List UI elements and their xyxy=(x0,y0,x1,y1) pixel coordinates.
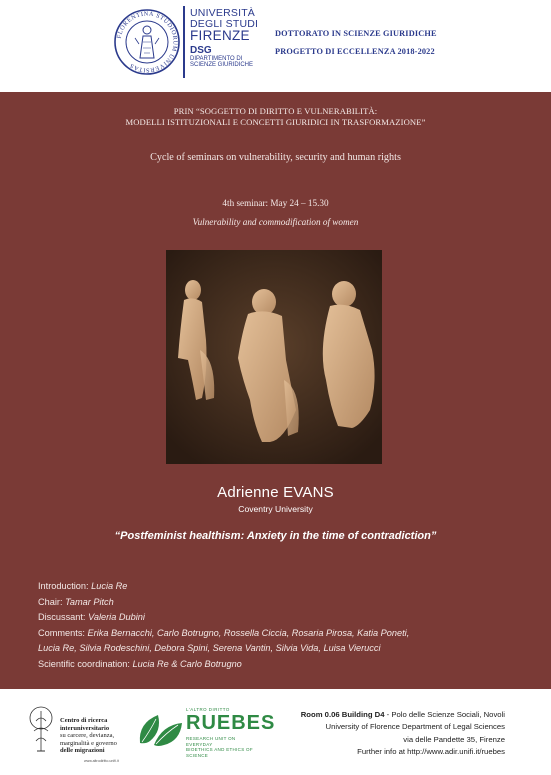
ruebes-tagline-1: RESEARCH UNIT ON EVERYDAY xyxy=(186,736,236,747)
talk-title: “Postfeminist healthism: Anxiety in the time of contradiction” xyxy=(114,530,437,542)
adir-line-5: delle migrazioni xyxy=(60,747,105,755)
venue-line-3: via delle Pandette 35, Firenze xyxy=(403,734,505,744)
ruebes-logo xyxy=(136,707,276,758)
university-wordmark xyxy=(190,8,258,69)
comments-line xyxy=(38,626,518,642)
prin-line-2: MODELLI ISTITUZIONALI E CONCETTI GIURIDICI IN TRASFORMAZIONE” xyxy=(125,117,426,127)
introduction-label: Introduction: xyxy=(38,581,89,591)
venue-line-1 xyxy=(301,709,505,721)
credits xyxy=(38,579,518,673)
terracotta-figurines-photo xyxy=(166,250,382,464)
seminar-cycle-title: Cycle of seminars on vulnerability, security and human rights xyxy=(150,152,401,163)
chair-line xyxy=(38,595,518,611)
university-seal-logo xyxy=(113,6,181,78)
coordination-line xyxy=(38,657,518,673)
logo-divider xyxy=(183,6,185,78)
university-line-1: UNIVERSITÀ xyxy=(190,7,256,19)
prin-title xyxy=(0,106,551,128)
department-line-1: DIPARTIMENTO DI xyxy=(190,55,243,62)
university-line-3: FIRENZE xyxy=(190,28,250,43)
adir-description xyxy=(60,717,117,755)
venue-info-link[interactable]: Further info at http://www.adir.unifi.it/ruebes xyxy=(357,746,505,756)
ruebes-tagline-2: BIOETHICS AND ETHICS OF SCIENCE xyxy=(186,747,253,758)
excellence-project-title: PROGETTO DI ECCELLENZA 2018-2022 xyxy=(275,47,435,57)
comments-names-2: Lucia Re, Silvia Rodeschini, Debora Spini, Serena Vantin, Silvia Vida, Luisa Vierucci xyxy=(38,643,381,654)
doctorate-title: DOTTORATO IN SCIENZE GIURIDICHE xyxy=(275,29,437,38)
chair-name: Tamar Pitch xyxy=(65,596,114,607)
svg-text:FLORENTINA STUDIORUM UNIVERSIT: FLORENTINA STUDIORUM UNIVERSITAS xyxy=(115,10,179,74)
prin-line-1: PRIN “SOGGETTO DI DIRITTO E VULNERABILITÀ: xyxy=(173,106,378,116)
footer xyxy=(0,689,551,775)
speaker-name: Adrienne EVANS xyxy=(217,484,334,501)
adir-line-4: marginalità e governo xyxy=(60,739,117,747)
discussant-name: Valeria Dubini xyxy=(88,612,145,623)
venue-room: Room 0.06 xyxy=(300,710,340,719)
adir-line-2: interuniversitario xyxy=(60,724,110,732)
ruebes-parent: L'ALTRO DIRITTO xyxy=(186,707,230,712)
department-line-2: SCIENZE GIURIDICHE xyxy=(190,62,254,69)
header-programme xyxy=(275,30,437,67)
coordination-label: Scientific coordination: xyxy=(38,658,130,669)
venue-line-2: University of Florence Department of Legal Sciences xyxy=(325,722,505,732)
university-line-2: DEGLI STUDI xyxy=(190,17,259,30)
ruebes-tagline xyxy=(186,736,256,758)
coordination-names: Lucia Re & Carlo Botrugno xyxy=(132,658,242,669)
adir-logo xyxy=(20,701,120,763)
seminar-date: 4th seminar: May 24 – 15.30 xyxy=(222,198,329,208)
event-panel xyxy=(0,92,551,689)
department-abbreviation: DSG xyxy=(190,44,212,56)
venue-location: - Polo delle Scienze Sociali, Novoli xyxy=(384,710,505,719)
adir-emblem-icon xyxy=(28,705,54,757)
header xyxy=(0,0,551,92)
venue-building: Building D4 xyxy=(341,710,385,719)
introduction-line xyxy=(38,579,518,595)
comments-names-1: Erika Bernacchi, Carlo Botrugno, Rossella Ciccia, Rosaria Pirosa, Katia Poneti, xyxy=(87,627,410,638)
leaf-icon xyxy=(136,709,184,749)
discussant-label: Discussant: xyxy=(38,612,86,623)
ruebes-wordmark: RUEBES xyxy=(186,712,276,734)
chair-label: Chair: xyxy=(38,596,63,607)
adir-line-1: Centro di ricerca xyxy=(60,717,108,724)
venue-info xyxy=(301,709,505,758)
speaker-affiliation: Coventry University xyxy=(238,504,313,514)
comments-label: Comments: xyxy=(38,627,85,638)
adir-line-3: su carcere, devianza, xyxy=(60,732,115,740)
adir-url: www.altrodiritto.unifi.it xyxy=(84,759,119,763)
discussant-line xyxy=(38,610,518,626)
seminar-theme: Vulnerability and commodification of women xyxy=(192,217,359,227)
introduction-name: Lucia Re xyxy=(91,581,128,591)
